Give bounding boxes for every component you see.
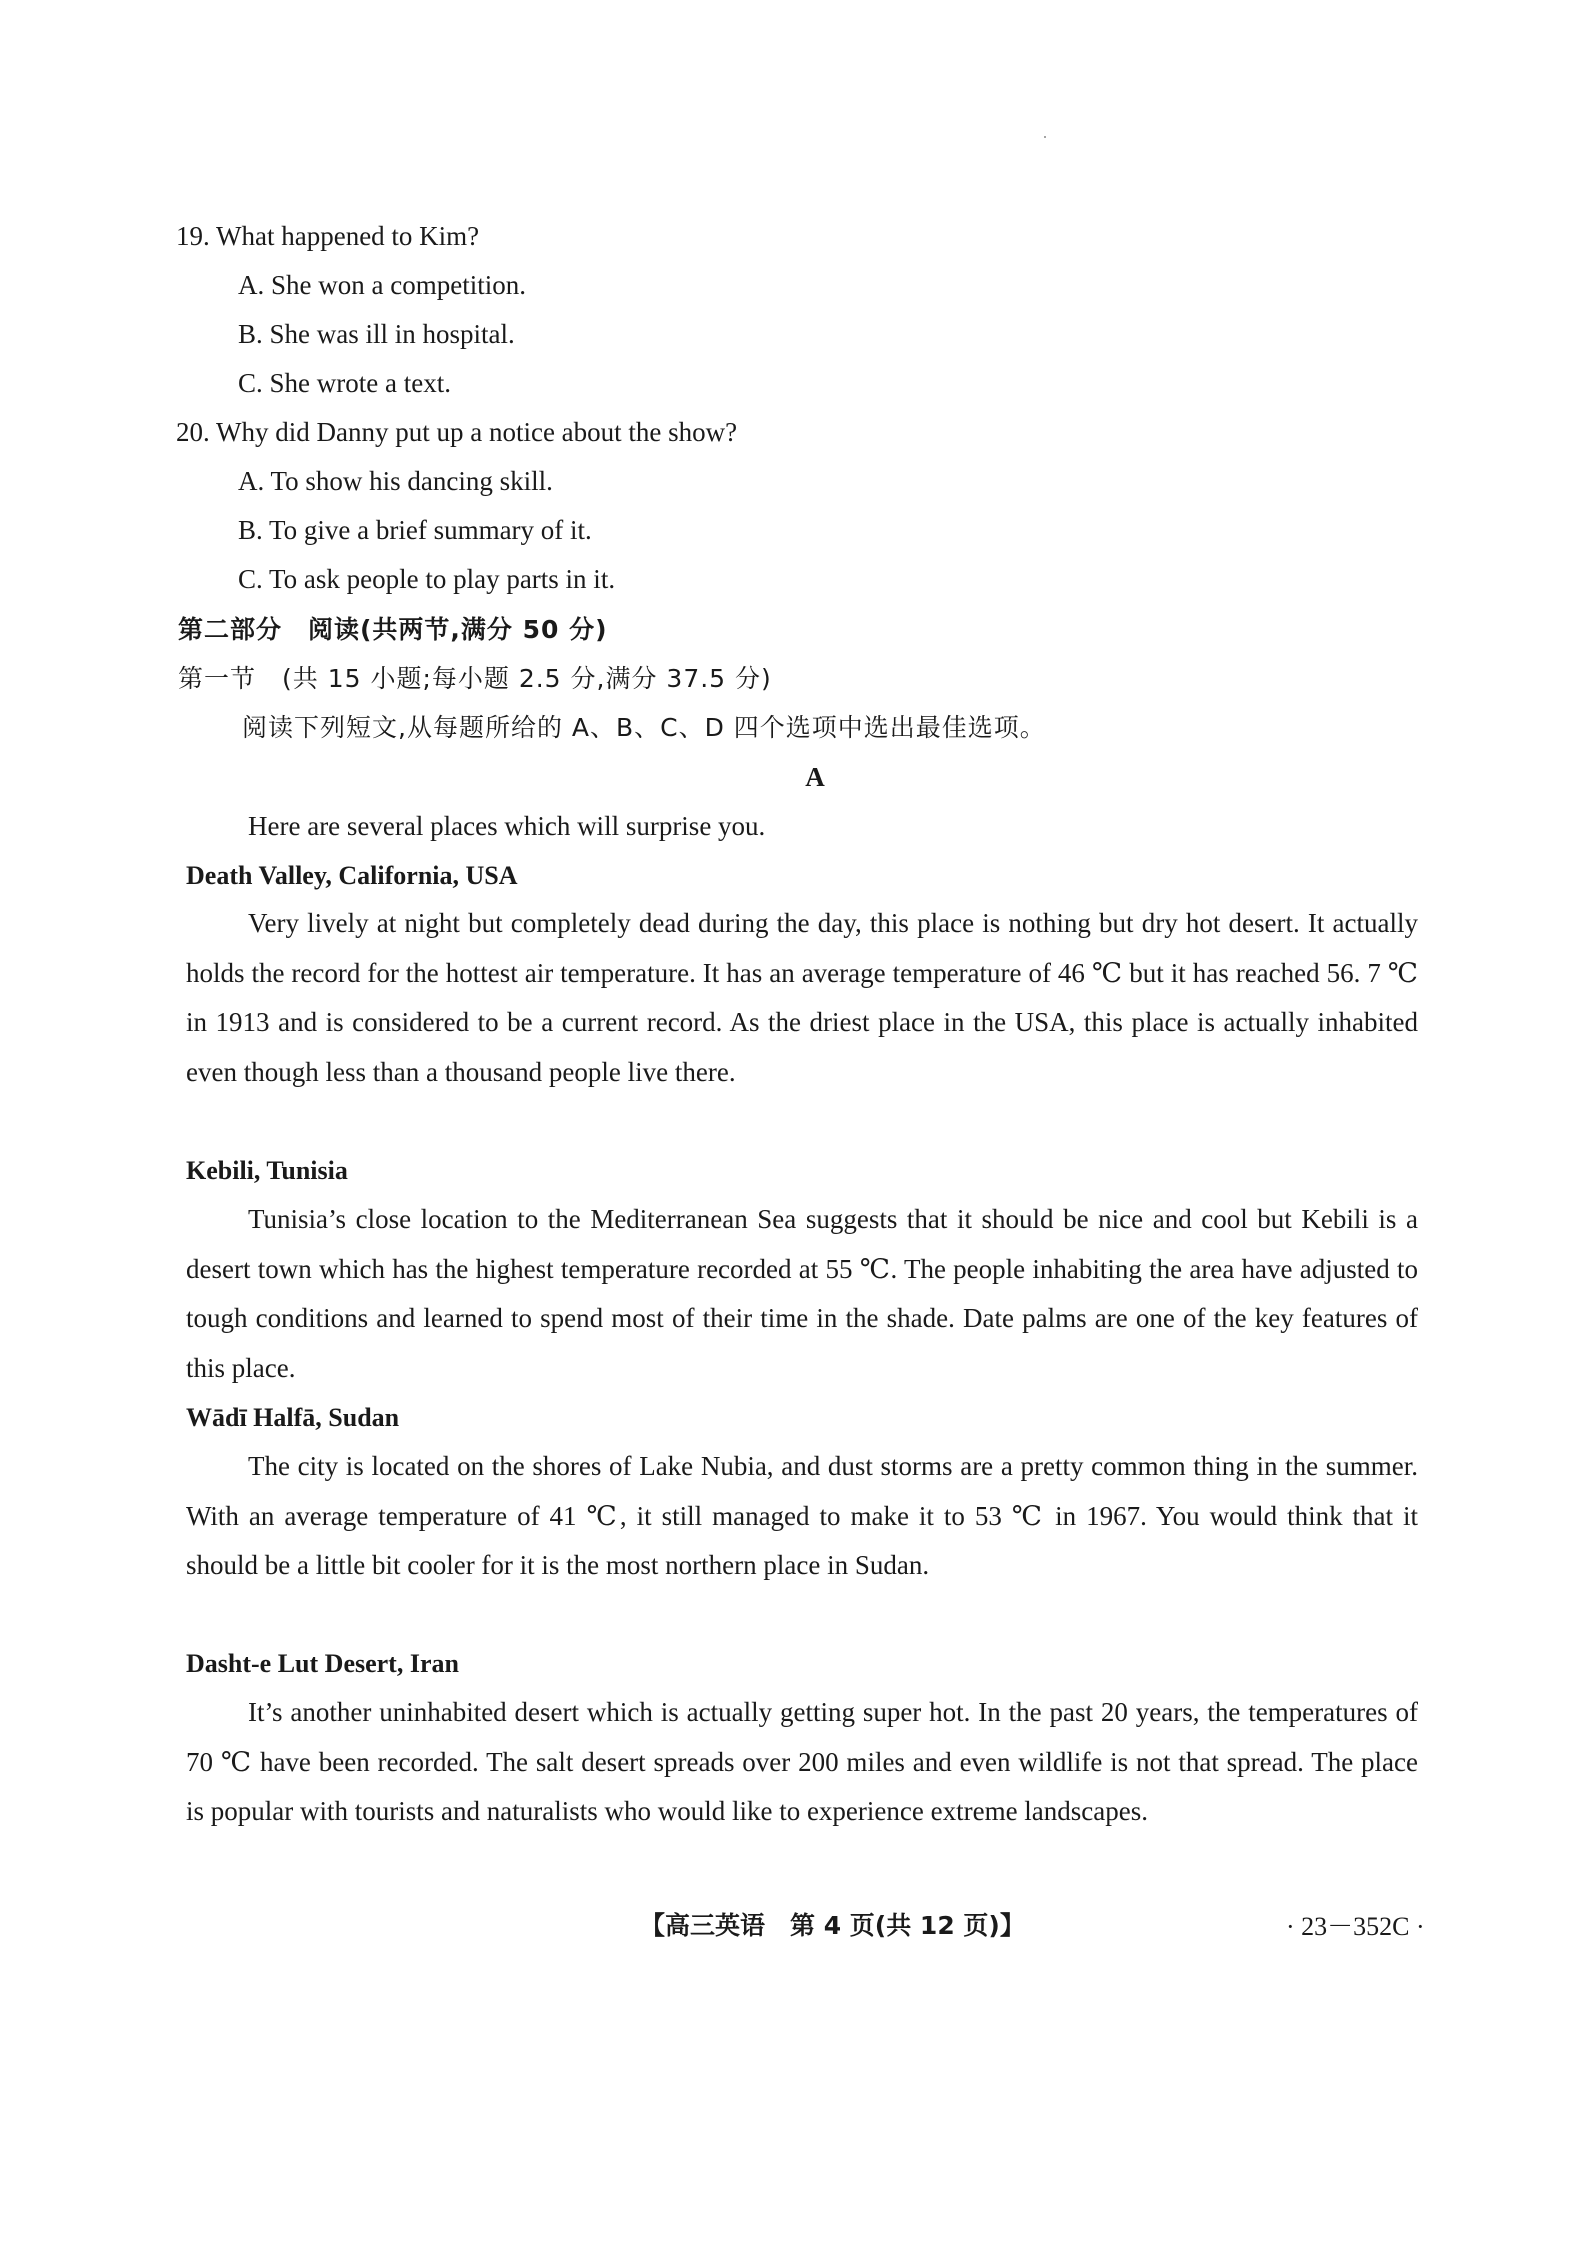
place-heading-death-valley: Death Valley, California, USA [186, 861, 518, 890]
part-title: 第二部分 阅读(共两节,满分 50 分) [178, 615, 608, 644]
place-text-wadi-halfa: The city is located on the shores of Lake Nubia, and dust storms are a pretty common thing in the summer. With an average temperature of 41 ℃, it still managed to make it to 53 ℃ in 1967. You would think that it should be a little bit cooler for it is the most northern place in Sudan. [186, 1451, 1418, 1580]
question-19-option-b: B. She was ill in hospital. [238, 319, 515, 349]
place-text-kebili: Tunisia’s close location to the Mediterranean Sea suggests that it should be nice and cool but Kebili is a desert town which has the highest temperature recorded at 55 ℃. The people inhabiting the area have adjusted to tough conditions and learned to spend most of their time in the shade. Date palms are one of the key features of this place. [186, 1204, 1418, 1383]
scan-speck [1044, 136, 1046, 138]
footer-page-label: 【高三英语 第 4 页(共 12 页)】 [640, 1911, 1025, 1940]
place-heading-kebili: Kebili, Tunisia [186, 1156, 348, 1185]
instructions: 阅读下列短文,从每题所给的 A、B、C、D 四个选项中选出最佳选项。 [242, 713, 1046, 742]
subsection-title: 第一节 (共 15 小题;每小题 2.5 分,满分 37.5 分) [178, 664, 772, 693]
question-20-stem: 20. Why did Danny put up a notice about the show? [176, 417, 738, 447]
passage-letter: A [805, 762, 825, 792]
place-text-dasht-e-lut: It’s another uninhabited desert which is actually getting super hot. In the past 20 years, the temperatures of 70 ℃ have been recorded. The salt desert spreads over 200 miles and even wildlife is not that spread. The place is popular with tourists and naturalists who would like to experience extreme landscapes. [186, 1697, 1418, 1826]
question-20-option-a: A. To show his dancing skill. [238, 466, 553, 496]
question-19-stem: 19. What happened to Kim? [176, 221, 480, 251]
footer-code: · 23－352C · [1286, 1912, 1425, 1941]
place-heading-dasht-e-lut: Dasht-e Lut Desert, Iran [186, 1649, 459, 1678]
question-20-option-b: B. To give a brief summary of it. [238, 515, 592, 545]
question-19-option-c: C. She wrote a text. [238, 368, 451, 398]
place-heading-wadi-halfa: Wādī Halfā, Sudan [186, 1403, 400, 1432]
question-19-option-a: A. She won a competition. [238, 270, 526, 300]
place-text-death-valley: Very lively at night but completely dead during the day, this place is nothing but dry hot desert. It actually holds the record for the hottest air temperature. It has an average temperature of 46 ℃ but it has reached 56. 7 ℃ in 1913 and is considered to be a current record. As the driest place in the USA, this place is actually inhabited even though less than a thousand people live there. [186, 908, 1418, 1087]
question-20-option-c: C. To ask people to play parts in it. [238, 564, 616, 594]
passage-intro: Here are several places which will surprise you. [248, 811, 766, 841]
